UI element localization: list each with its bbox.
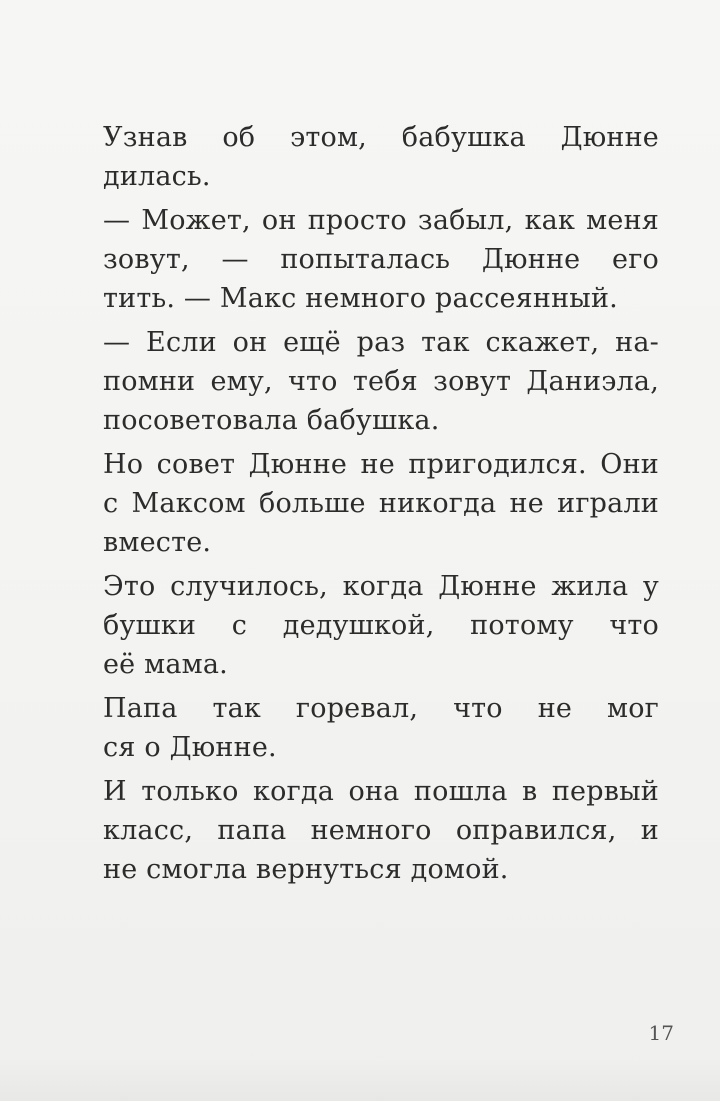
text-line: Узнав об этом, бабушка Дюнне — [103, 122, 659, 153]
text-line: вместе. — [103, 527, 212, 558]
text-line: Папа так горевал, что не мог — [103, 693, 659, 724]
text-line: помни ему, что тебя зовут Даниэла, — [103, 366, 659, 397]
text-line: Это случилось, когда Дюнне жила у — [103, 571, 659, 602]
text-line: тить. — Макс немного рассеянный. — [103, 283, 618, 314]
text-line: посоветовала бабушка. — [103, 405, 440, 436]
text-line: — Может, он просто забыл, как меня — [103, 205, 659, 236]
page-edge-shadow — [0, 1061, 720, 1101]
text-line: не смогла вернуться домой. — [103, 854, 509, 885]
body-text — [103, 118, 659, 889]
page-number: 17 — [648, 1021, 674, 1045]
text-line: дилась. — [103, 161, 211, 192]
text-line: бушки с дедушкой, потому что — [103, 610, 659, 641]
text-line: класс, папа немного оправился, и — [103, 815, 659, 846]
text-line: её мама. — [103, 649, 228, 680]
text-line: с Максом больше никогда не играли — [103, 488, 659, 519]
text-line: И только когда она пошла в первый — [103, 776, 659, 807]
text-line: Но совет Дюнне не пригодился. Они — [103, 449, 659, 480]
text-line: ся о Дюнне. — [103, 732, 277, 763]
text-line: — Если он ещё раз так скажет, на- — [103, 327, 659, 358]
text-line: зовут, — попыталась Дюнне его — [103, 244, 659, 275]
